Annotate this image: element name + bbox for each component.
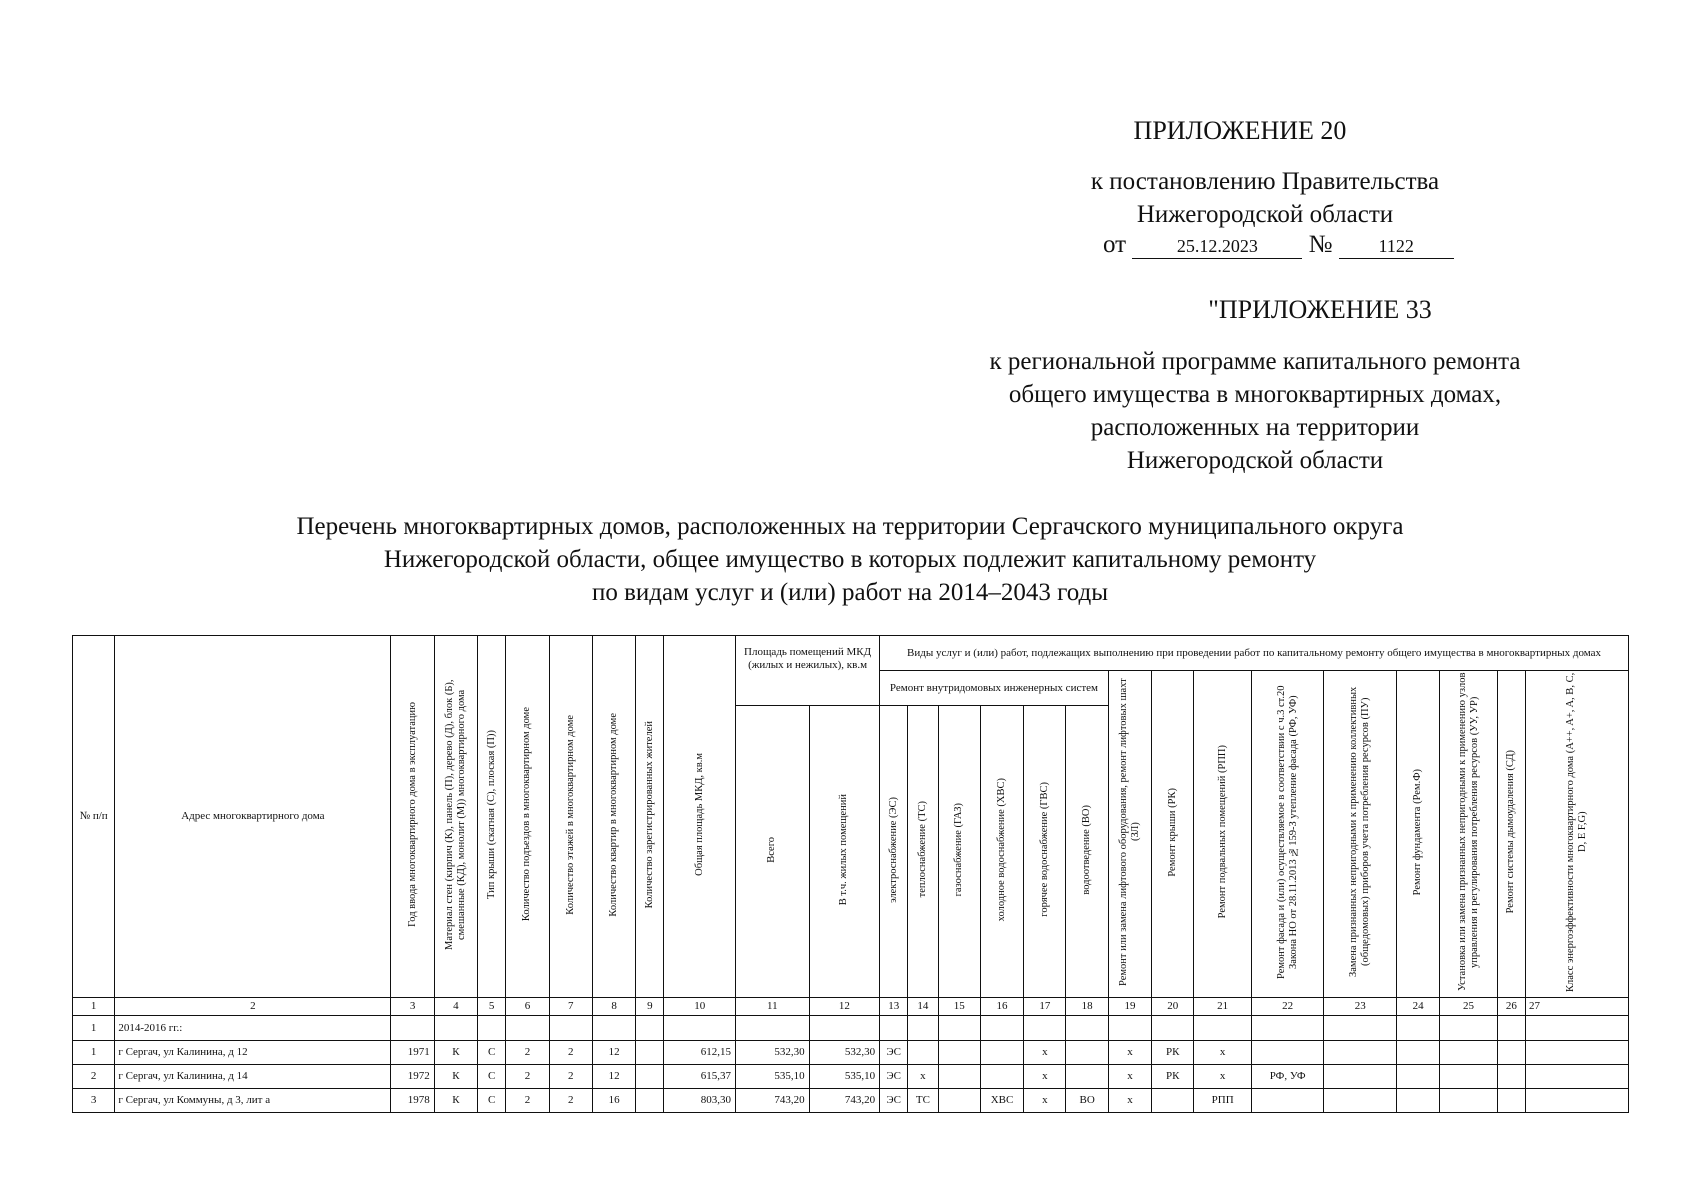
- appendix-title: ПРИЛОЖЕНИЕ 20: [1133, 116, 1347, 145]
- table-cell: [1440, 1089, 1497, 1113]
- table-cell: РК: [1152, 1041, 1194, 1065]
- table-cell: РК: [1152, 1065, 1194, 1089]
- column-number: 20: [1152, 998, 1194, 1016]
- table-row: [73, 1089, 1629, 1113]
- program-line-1: к региональной программе капитального ремонта: [989, 348, 1521, 375]
- table-cell: [908, 1041, 938, 1065]
- table-cell: С: [478, 1041, 506, 1065]
- column-number: 11: [736, 998, 810, 1016]
- header-gas: газоснабжение (ГАЗ): [953, 802, 965, 897]
- table-cell: [980, 1041, 1023, 1065]
- table-cell: 612,15: [664, 1041, 736, 1065]
- column-number: 9: [636, 998, 664, 1016]
- table-cell: [636, 1065, 664, 1089]
- header-address: Адрес многоквартирного дома: [115, 636, 391, 998]
- table-cell: К: [434, 1089, 477, 1113]
- table-cell: х: [1194, 1041, 1251, 1065]
- table-cell: 2: [73, 1065, 115, 1089]
- document-title: [100, 510, 1600, 609]
- table-cell: [1525, 1041, 1628, 1065]
- table-cell: С: [478, 1089, 506, 1113]
- number-sign: №: [1308, 231, 1333, 258]
- column-number: 10: [664, 998, 736, 1016]
- table-row: [73, 1065, 1629, 1089]
- column-number: 14: [908, 998, 938, 1016]
- period-row: [73, 1016, 1629, 1041]
- header-material: Материал стен (кирпич (К), панель (П), дерево (Д), блок (Б), смешанные (КД), монолит (М)) многоквартирного дома: [443, 679, 467, 950]
- table-cell: [1066, 1041, 1108, 1065]
- column-number: 18: [1066, 998, 1108, 1016]
- decree-date-line: [1103, 231, 1454, 259]
- program-line-4: Нижегородской области: [1126, 447, 1384, 474]
- header-es: электроснабжение (ЭС): [887, 796, 899, 903]
- table-cell: х: [908, 1065, 938, 1089]
- column-number: 8: [592, 998, 635, 1016]
- header-uu: Установка или замена признанных непригодными к применению узлов управления и регулирования потребления ресурсов (УУ, УР): [1456, 672, 1480, 992]
- decree-date: 25.12.2023: [1132, 236, 1302, 259]
- table-cell: [938, 1065, 980, 1089]
- from-label: от: [1103, 231, 1127, 258]
- header-year: Год ввода многоквартирного дома в эксплуатацию: [406, 702, 418, 927]
- table-cell: [636, 1041, 664, 1065]
- header-num: № п/п: [73, 636, 115, 998]
- column-number: 2: [115, 998, 391, 1016]
- table-cell: ЭС: [880, 1041, 908, 1065]
- table-cell: х: [1108, 1041, 1151, 1065]
- table-cell: [938, 1089, 980, 1113]
- house-address: г Сергач, ул Коммуны, д 3, лит а: [115, 1089, 391, 1113]
- table-cell: [1066, 1065, 1108, 1089]
- table-cell: 1: [73, 1041, 115, 1065]
- header-services: Виды услуг и (или) работ, подлежащих выполнению при проведении работ по капитальному ремонту общего имущества в многоквартирных домах: [880, 636, 1629, 671]
- header-rk: Ремонт крыши (РК): [1166, 787, 1178, 877]
- header-foundation: Ремонт фундамента (Рем.Ф): [1412, 768, 1424, 896]
- table-cell: 803,30: [664, 1089, 736, 1113]
- header-energy: Класс энергоэффективности многоквартирного дома (A++, A+, A, B, C, D, E F,G): [1564, 672, 1588, 992]
- table-cell: [980, 1065, 1023, 1089]
- header-ts: теплоснабжение (ТС): [916, 801, 928, 898]
- table-cell: [1396, 1041, 1439, 1065]
- table-cell: 535,10: [809, 1065, 880, 1089]
- table-cell: х: [1024, 1089, 1066, 1113]
- table-row: [73, 1041, 1629, 1065]
- column-number: 22: [1251, 998, 1324, 1016]
- houses-table: [72, 635, 1629, 1113]
- table-cell: 2: [506, 1065, 549, 1089]
- table-cell: 16: [592, 1089, 635, 1113]
- program-line-3: расположенных на территории: [1090, 414, 1420, 441]
- table-cell: 2: [506, 1089, 549, 1113]
- header-entrances: Количество подъездов в многоквартирном доме: [521, 707, 533, 922]
- table-cell: 743,20: [809, 1089, 880, 1113]
- column-number: 16: [980, 998, 1023, 1016]
- decree-line-2: Нижегородской области: [1136, 201, 1394, 228]
- column-number: 12: [809, 998, 880, 1016]
- header-rpp: Ремонт подвальных помещений (РПП): [1216, 745, 1228, 919]
- appendix33-title: "ПРИЛОЖЕНИЕ 33: [1208, 295, 1432, 324]
- table-cell: ЭС: [880, 1089, 908, 1113]
- table-cell: [1324, 1089, 1397, 1113]
- table-cell: [636, 1089, 664, 1113]
- decree-reference: [1000, 165, 1530, 231]
- program-line-2: общего имущества в многоквартирных домах,: [1008, 381, 1502, 408]
- column-number: 5: [478, 998, 506, 1016]
- header-systems: Ремонт внутридомовых инженерных систем: [880, 671, 1109, 706]
- column-number: 17: [1024, 998, 1066, 1016]
- header-lift: Ремонт или замена лифтового оборудования, ремонт лифтовых шахт (ЗЛ): [1117, 678, 1141, 986]
- header-hvs: холодное водоснабжение (ХВС): [996, 777, 1007, 922]
- column-number: 24: [1396, 998, 1439, 1016]
- table-cell: ВО: [1066, 1089, 1108, 1113]
- column-number: 7: [549, 998, 592, 1016]
- house-address: г Сергач, ул Калинина, д 14: [115, 1065, 391, 1089]
- title-line-2: Нижегородской области, общее имущество в которых подлежит капитальному ремонту: [383, 546, 1317, 573]
- table-cell: [1497, 1065, 1525, 1089]
- column-numbers-row: [73, 998, 1629, 1016]
- decree-number: 1122: [1339, 236, 1454, 259]
- table-cell: [1324, 1041, 1397, 1065]
- table-cell: 615,37: [664, 1065, 736, 1089]
- table-cell: [1440, 1065, 1497, 1089]
- table-cell: 2: [549, 1041, 592, 1065]
- title-line-1: Перечень многоквартирных домов, расположенных на территории Сергачского муниципального округа: [296, 513, 1404, 540]
- table-cell: х: [1024, 1041, 1066, 1065]
- table-cell: [1396, 1089, 1439, 1113]
- table-cell: 12: [592, 1041, 635, 1065]
- table-cell: [1497, 1089, 1525, 1113]
- column-number: 13: [880, 998, 908, 1016]
- title-line-3: по видам услуг и (или) работ на 2014–2043 годы: [591, 579, 1109, 606]
- header-residents: Количество зарегистрированных жителей: [643, 720, 655, 909]
- table-cell: К: [434, 1041, 477, 1065]
- table-cell: 532,30: [809, 1041, 880, 1065]
- header-pu: Замена признанных непригодными к применению коллективных (общедомовых) приборов учета потребления ресурсов (ПУ): [1348, 686, 1372, 978]
- header-total-area: Общая площадь МКД, кв.м: [693, 753, 705, 876]
- decree-line-1: к постановлению Правительства: [1090, 168, 1440, 195]
- header-roof: Тип крыши (скатная (С), плоская (П)): [485, 730, 497, 899]
- table-cell: [1251, 1041, 1324, 1065]
- table-cell: х: [1108, 1089, 1151, 1113]
- column-number: 3: [391, 998, 434, 1016]
- column-number: 26: [1497, 998, 1525, 1016]
- table-cell: 1978: [391, 1089, 434, 1113]
- period-label: 2014-2016 гг.:: [115, 1016, 391, 1041]
- program-reference: [930, 345, 1580, 477]
- table-cell: [1497, 1041, 1525, 1065]
- table-cell: 3: [73, 1089, 115, 1113]
- table-cell: [1251, 1089, 1324, 1113]
- table-cell: 1972: [391, 1065, 434, 1089]
- table-cell: 532,30: [736, 1041, 810, 1065]
- column-number: 19: [1108, 998, 1151, 1016]
- header-premises-area: Площадь помещений МКД (жилых и нежилых), кв.м: [736, 636, 880, 706]
- table-cell: х: [1024, 1065, 1066, 1089]
- period-num: 1: [73, 1016, 115, 1041]
- header-sd: Ремонт системы дымоудаления (СД): [1505, 750, 1517, 914]
- table-cell: РПП: [1194, 1089, 1251, 1113]
- table-cell: С: [478, 1065, 506, 1089]
- column-number: 23: [1324, 998, 1397, 1016]
- header-area-total: Всего: [766, 836, 778, 863]
- table-cell: [1525, 1089, 1628, 1113]
- table-cell: ХВС: [980, 1089, 1023, 1113]
- table-cell: х: [1108, 1065, 1151, 1089]
- column-number: 27: [1525, 998, 1628, 1016]
- table-cell: 2: [506, 1041, 549, 1065]
- header-apartments: Количество квартир в многоквартирном доме: [608, 712, 620, 917]
- table-cell: [1396, 1065, 1439, 1089]
- table-cell: [1324, 1065, 1397, 1089]
- column-number: 25: [1440, 998, 1497, 1016]
- table-cell: ЭС: [880, 1065, 908, 1089]
- table-cell: 12: [592, 1065, 635, 1089]
- column-number: 15: [938, 998, 980, 1016]
- table-cell: ТС: [908, 1089, 938, 1113]
- column-number: 1: [73, 998, 115, 1016]
- header-gvs: горячее водоснабжение (ГВС): [1038, 782, 1050, 917]
- header-facade: Ремонт фасада и (или) осуществляемое в соответствии с ч.3 ст.20 Закона НО от 28.11.2013 №159-З утепление фасада (РФ, УФ): [1275, 685, 1299, 979]
- table-cell: 2: [549, 1065, 592, 1089]
- column-number: 4: [434, 998, 477, 1016]
- table-cell: х: [1194, 1065, 1251, 1089]
- header-vo: водоотведение (ВО): [1081, 804, 1093, 895]
- header-area-living: В т.ч. жилых помещений: [838, 793, 850, 906]
- table-cell: К: [434, 1065, 477, 1089]
- header-floors: Количество этажей в многоквартирном доме: [564, 714, 576, 915]
- table-cell: 535,10: [736, 1065, 810, 1089]
- house-address: г Сергач, ул Калинина, д 12: [115, 1041, 391, 1065]
- table-cell: [938, 1041, 980, 1065]
- table-cell: РФ, УФ: [1251, 1065, 1324, 1089]
- table-cell: 1971: [391, 1041, 434, 1065]
- column-number: 21: [1194, 998, 1251, 1016]
- table-cell: [1525, 1065, 1628, 1089]
- table-cell: 2: [549, 1089, 592, 1113]
- table-cell: [1440, 1041, 1497, 1065]
- table-cell: 743,20: [736, 1089, 810, 1113]
- table-cell: [1152, 1089, 1194, 1113]
- column-number: 6: [506, 998, 549, 1016]
